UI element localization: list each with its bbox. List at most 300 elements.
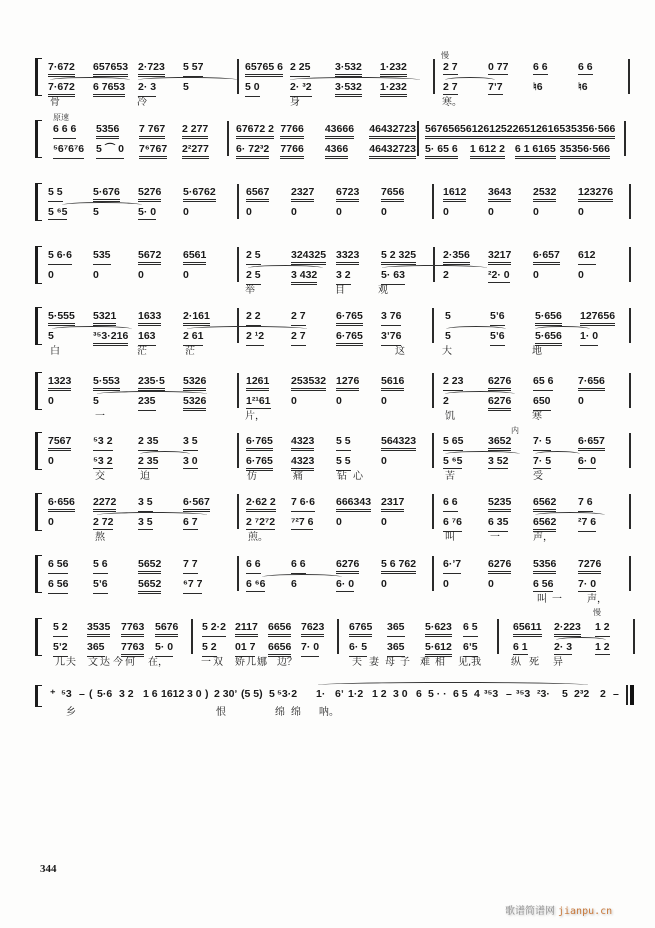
note-group: 0 bbox=[488, 578, 494, 590]
lyric: 煎。 bbox=[248, 532, 268, 543]
measure-upper bbox=[246, 436, 426, 449]
note-group: 5356 bbox=[533, 559, 556, 574]
final-bar-thick bbox=[630, 685, 634, 705]
note-group: 12612522 bbox=[472, 124, 519, 139]
note-group: 5326 bbox=[183, 376, 206, 391]
measure-upper bbox=[246, 311, 426, 324]
note-group: 5ʼ6 bbox=[490, 331, 505, 346]
note-group: 6 35 bbox=[488, 517, 508, 532]
note-group: 3 5 bbox=[138, 516, 153, 528]
lyric: 一 bbox=[552, 594, 562, 605]
lyric: 母 bbox=[385, 657, 395, 668]
lyric: 绵 bbox=[275, 707, 285, 718]
note-group: 6· 72³2 bbox=[236, 144, 269, 159]
note-group: 5 2 bbox=[53, 622, 68, 637]
note-group: 4323 bbox=[291, 436, 314, 451]
lyric: 恨 bbox=[216, 707, 226, 718]
note-group: 6 6 bbox=[246, 559, 261, 574]
measure-upper bbox=[443, 62, 623, 75]
note-group: 6 ⁶6 bbox=[246, 578, 266, 590]
lyric: 声， bbox=[533, 532, 553, 543]
note-group: 365 bbox=[387, 622, 405, 637]
note-group: 0 bbox=[381, 578, 387, 590]
score-system-11 bbox=[0, 689, 655, 739]
measure-lower bbox=[236, 144, 416, 157]
note-group: 4366 bbox=[325, 144, 348, 159]
note-group: 163 bbox=[138, 331, 156, 346]
note-group: ²2· 0 bbox=[488, 269, 510, 281]
note-group: 6 ⁷6 bbox=[443, 517, 462, 532]
note-group: 2 bbox=[443, 395, 449, 407]
measure-upper bbox=[246, 187, 426, 200]
note-group: 2317 bbox=[381, 497, 404, 512]
measure-upper bbox=[48, 436, 228, 449]
note-group: 5276 bbox=[138, 187, 161, 202]
note-group: 7567 bbox=[48, 436, 71, 451]
lyric: 举 bbox=[245, 285, 255, 296]
note-group: 0 bbox=[246, 206, 252, 218]
measure-upper bbox=[443, 497, 623, 510]
note-group: 5ʼ6 bbox=[93, 579, 108, 594]
system-bracket bbox=[35, 58, 42, 96]
bar-line bbox=[432, 556, 434, 591]
note-group: 65 6 bbox=[533, 376, 553, 391]
note-group: 7656 bbox=[381, 187, 404, 202]
note-group: 1·232 bbox=[380, 62, 407, 77]
note-group: 3·532 bbox=[335, 82, 362, 97]
note-token: ⁺ bbox=[50, 688, 56, 700]
note-group: 5 5 bbox=[48, 187, 63, 202]
lyric: 叫 bbox=[445, 532, 455, 543]
measure-lower bbox=[443, 396, 623, 409]
note-token: ³⁵3 bbox=[516, 688, 531, 700]
measure-upper bbox=[245, 62, 425, 75]
note-group: 5ʼ6 bbox=[490, 311, 505, 326]
measure-upper bbox=[48, 497, 228, 510]
end-bar-line bbox=[629, 308, 631, 343]
bar-line bbox=[237, 184, 239, 219]
note-group: 0 bbox=[336, 206, 342, 218]
note-group: ♮6 bbox=[533, 81, 543, 93]
note-group: 5356 bbox=[96, 124, 119, 139]
note-group: 5 2 325 bbox=[381, 250, 416, 265]
note-token: 4 bbox=[474, 688, 480, 700]
measure-upper bbox=[246, 250, 426, 263]
note-group: 6 1 bbox=[513, 641, 528, 653]
note-group: 3217 bbox=[488, 250, 511, 265]
note-group: 2 23 bbox=[443, 376, 463, 391]
note-group: 6 6 bbox=[443, 497, 458, 512]
note-group: 7· 5 bbox=[533, 436, 551, 451]
note-group: 6· 0 bbox=[336, 578, 355, 590]
note-group: 56765656 bbox=[425, 124, 472, 139]
note-group: 1633 bbox=[138, 311, 161, 326]
bar-line bbox=[417, 121, 419, 156]
note-group: 0 bbox=[291, 206, 297, 218]
lyric: 乡 bbox=[66, 707, 76, 718]
note-group: 2117 bbox=[235, 622, 258, 637]
note-token: 5 bbox=[269, 688, 275, 700]
note-group: 2 61 bbox=[183, 331, 203, 346]
watermark-domain: jianpu.cn bbox=[558, 906, 613, 917]
tempo-mark: 慢 bbox=[441, 51, 449, 60]
lyric: 死 bbox=[529, 657, 539, 668]
note-token: 3 0 bbox=[393, 688, 408, 700]
note-group: 0 bbox=[578, 395, 584, 407]
score-system-7 bbox=[0, 426, 655, 486]
tempo-mark: 原速 bbox=[53, 113, 69, 122]
lyric: 观 bbox=[378, 285, 388, 296]
measure-lower bbox=[443, 207, 623, 220]
measure-lower bbox=[246, 331, 426, 344]
measure-upper bbox=[443, 436, 623, 449]
note-group: 6276 bbox=[336, 559, 359, 574]
note-group: 2 7 bbox=[291, 331, 306, 346]
note-group: 3323 bbox=[336, 250, 359, 265]
measure-lower bbox=[445, 331, 625, 344]
note-group: 3 5 bbox=[183, 436, 198, 451]
note-group: 0 bbox=[381, 455, 387, 467]
note-group: 6561 bbox=[183, 250, 206, 265]
note-group: 7623 bbox=[301, 622, 324, 637]
lyric: 儿 bbox=[55, 657, 65, 668]
note-group: ⁵3 2 bbox=[93, 436, 113, 451]
note-group: 3 2 bbox=[336, 270, 351, 285]
measure-lower bbox=[246, 396, 426, 409]
note-group: 2·723 bbox=[138, 62, 165, 77]
measure-lower bbox=[48, 456, 228, 469]
end-bar-line bbox=[629, 494, 631, 529]
lyric: 冷 bbox=[137, 97, 147, 108]
lyric: 在， bbox=[148, 657, 168, 668]
note-token: – bbox=[506, 688, 512, 700]
note-group: 6276 bbox=[488, 376, 511, 391]
note-group: 3ʼ76 bbox=[381, 331, 401, 346]
note-group: 7·672 bbox=[48, 62, 75, 77]
measure-lower bbox=[443, 82, 623, 95]
note-group: 0 bbox=[183, 206, 189, 218]
note-group: ⁶7 7 bbox=[183, 579, 202, 594]
note-group: 612 bbox=[578, 250, 596, 265]
lyric: 骨 bbox=[50, 97, 60, 108]
note-group: 46432723 bbox=[369, 124, 416, 139]
note-token: 3 2 bbox=[119, 688, 134, 700]
measure-lower bbox=[246, 517, 426, 530]
note-group: 1· 0 bbox=[580, 331, 598, 346]
note-token: 1612 bbox=[161, 688, 185, 700]
score-system-6 bbox=[0, 376, 655, 426]
note-group: 5· 65 6 bbox=[425, 144, 458, 159]
note-token: 2 30ʼ bbox=[214, 688, 238, 700]
lyric: 何 bbox=[125, 657, 135, 668]
lyric: 妻 bbox=[369, 657, 379, 668]
note-group: 365 bbox=[87, 642, 105, 657]
measure-lower bbox=[48, 82, 228, 95]
measure-upper bbox=[443, 250, 623, 263]
score-system-10 bbox=[0, 608, 655, 672]
note-token: (5 5) bbox=[241, 688, 263, 700]
lyric: 难 bbox=[420, 657, 430, 668]
note-group: 6562 bbox=[533, 517, 556, 532]
system-bracket bbox=[35, 685, 42, 707]
note-group: 2 2 bbox=[246, 311, 261, 326]
note-group: 5 2·2 bbox=[202, 622, 226, 637]
bar-line bbox=[432, 308, 434, 343]
note-group: 0 bbox=[578, 269, 584, 281]
note-group: 5652 bbox=[138, 579, 161, 594]
measure-upper bbox=[202, 622, 334, 635]
note-group: 1261 bbox=[246, 376, 269, 391]
note-group: 5616 bbox=[381, 376, 404, 391]
note-group: 5 ⁶5 bbox=[48, 206, 68, 218]
note-group: 666343 bbox=[336, 497, 371, 512]
score-system-4 bbox=[0, 250, 655, 300]
lyric: 心 bbox=[353, 471, 363, 482]
bar-line bbox=[433, 59, 435, 94]
score-system-5 bbox=[0, 311, 655, 361]
note-group: 0 bbox=[443, 578, 449, 590]
lyric: 今 bbox=[113, 657, 123, 668]
lyric: 叫 bbox=[537, 594, 547, 605]
note-group: 7ʼ7 bbox=[488, 81, 503, 93]
system-bracket bbox=[35, 307, 42, 345]
note-group: 3652 bbox=[488, 436, 511, 451]
bar-line bbox=[432, 184, 434, 219]
lyric: 夫 bbox=[352, 657, 362, 668]
lyric: 目 bbox=[335, 285, 345, 296]
note-group: 5· 0 bbox=[155, 642, 173, 657]
note-group: 7763 bbox=[121, 622, 144, 637]
system-bracket bbox=[35, 618, 42, 656]
note-group: ²7 6 bbox=[578, 517, 596, 532]
measure-upper bbox=[48, 559, 228, 572]
note-group: 365 bbox=[387, 642, 405, 657]
note-group: 6 6 6 bbox=[53, 124, 76, 139]
note-group: 7· 0 bbox=[301, 642, 319, 657]
measure-lower bbox=[48, 207, 228, 220]
lyric: 茫 bbox=[185, 346, 195, 357]
watermark-site-name: 歌谱简谱网 bbox=[505, 906, 555, 917]
slur bbox=[318, 682, 588, 688]
lyric: 夫 bbox=[66, 657, 76, 668]
note-token: 1· bbox=[316, 688, 326, 700]
measure-upper bbox=[443, 376, 623, 389]
measure-upper bbox=[443, 559, 623, 572]
note-group: 6765 bbox=[349, 622, 372, 637]
bar-line bbox=[191, 619, 193, 654]
note-group: 3 5 bbox=[138, 497, 153, 512]
note-group: 5· 63 bbox=[381, 270, 405, 285]
measure-lower bbox=[246, 270, 426, 283]
note-group: 5·656 bbox=[535, 311, 562, 326]
note-group: 35356·566 bbox=[560, 144, 610, 159]
note-group: 5 bbox=[93, 206, 99, 218]
lyric: 绵 bbox=[291, 707, 301, 718]
note-token: 5·6 bbox=[97, 688, 113, 700]
measure-upper bbox=[246, 376, 426, 389]
note-group: 3 432 bbox=[291, 270, 317, 285]
note-group: 2 35 bbox=[138, 455, 159, 467]
note-token: ²3· bbox=[537, 688, 550, 700]
score-system-1 bbox=[0, 51, 655, 112]
note-group: 2 bbox=[443, 269, 449, 281]
note-group: 5·676 bbox=[93, 187, 120, 202]
note-group: 1²¹61 bbox=[246, 395, 271, 407]
note-group: 235 bbox=[138, 396, 156, 411]
measure-upper bbox=[53, 124, 225, 137]
measure-lower bbox=[246, 207, 426, 220]
note-group: 5 ⁶5 bbox=[443, 455, 463, 467]
note-group: 5 6 762 bbox=[381, 559, 416, 574]
note-group: 2 72 bbox=[93, 516, 114, 528]
note-group: 7766 bbox=[280, 124, 303, 139]
measure-upper bbox=[48, 250, 228, 263]
page-number: 344 bbox=[40, 863, 57, 875]
note-group: 5321 bbox=[93, 311, 116, 326]
note-group: 2· ³2 bbox=[290, 82, 312, 97]
end-bar-line bbox=[629, 373, 631, 408]
note-group: 7·672 bbox=[48, 82, 75, 97]
performance-mark: 内 bbox=[511, 426, 519, 435]
note-group: 2 35 bbox=[138, 436, 158, 451]
measure-lower bbox=[443, 579, 623, 592]
note-group: 6 7 bbox=[183, 516, 198, 528]
note-group: 0 bbox=[93, 269, 99, 281]
measure-upper bbox=[53, 622, 189, 635]
note-group: 35356·566 bbox=[565, 124, 615, 139]
note-group: 1612 bbox=[443, 187, 466, 202]
system-bracket bbox=[35, 555, 42, 593]
note-token: ⁵3 bbox=[61, 688, 72, 700]
note-group: 6 56 bbox=[48, 579, 68, 594]
note-group: 6567 bbox=[246, 187, 269, 202]
note-group: 6656 bbox=[268, 622, 291, 637]
note-group: 6·657 bbox=[533, 250, 560, 265]
note-group: 2532 bbox=[533, 187, 556, 202]
note-group: ⁵3 2 bbox=[93, 455, 113, 467]
note-group: 2· 3 bbox=[138, 82, 156, 97]
note-group: 564323 bbox=[381, 436, 416, 451]
note-group: 5· 0 bbox=[138, 206, 157, 218]
measure-upper bbox=[513, 622, 636, 635]
tempo-mark: 慢 bbox=[593, 608, 601, 617]
note-token: 1·2 bbox=[348, 688, 364, 700]
lyric: 交 bbox=[95, 471, 105, 482]
measure-upper bbox=[246, 559, 426, 572]
note-group: 65611 bbox=[513, 622, 542, 637]
note-group: 3·532 bbox=[335, 62, 362, 77]
note-group: 0 bbox=[291, 395, 297, 407]
note-group: 6276 bbox=[488, 396, 511, 411]
note-group: 0 bbox=[48, 395, 54, 407]
note-group: 5·612 bbox=[425, 642, 452, 657]
note-group: 0 bbox=[443, 206, 449, 218]
lyric: 片， bbox=[245, 411, 265, 422]
note-group: 7·656 bbox=[578, 376, 605, 391]
note-group: 2 277 bbox=[182, 124, 208, 139]
lyric: 达 bbox=[100, 657, 110, 668]
lyric: 子 bbox=[400, 657, 410, 668]
note-group: 650 bbox=[533, 396, 551, 411]
note-group: 5·6762 bbox=[183, 187, 216, 202]
note-group: 5ʼ2 bbox=[53, 642, 68, 657]
bar-line bbox=[432, 373, 434, 408]
note-group: 5·555 bbox=[48, 311, 75, 326]
note-token: ³⁵3 bbox=[484, 688, 499, 700]
note-group: 6·656 bbox=[48, 497, 75, 512]
note-token: ) bbox=[205, 688, 209, 700]
note-group: 2 ¹2 bbox=[246, 331, 264, 346]
note-group: 2 5 bbox=[246, 270, 261, 285]
note-group: 5 bbox=[445, 310, 451, 322]
measure-upper bbox=[48, 376, 228, 389]
note-group: 6 6 bbox=[533, 61, 548, 73]
note-token: 2³2 bbox=[574, 688, 590, 700]
end-bar-line bbox=[628, 59, 630, 94]
note-token: 6 5 bbox=[453, 688, 468, 700]
lyric: 一 bbox=[95, 411, 105, 422]
note-group: 3643 bbox=[488, 187, 511, 202]
lyric: 一 bbox=[201, 657, 211, 668]
note-group: 5 bbox=[93, 395, 99, 407]
measure-lower bbox=[443, 270, 623, 283]
note-group: 0 bbox=[488, 206, 494, 218]
system-bracket bbox=[35, 246, 42, 284]
note-token: 1 6 bbox=[143, 688, 158, 700]
note-group: 7276 bbox=[578, 559, 601, 574]
bar-line bbox=[237, 556, 239, 591]
note-group: 5 6 bbox=[93, 559, 108, 574]
note-group: 2 7 bbox=[291, 311, 306, 326]
note-group: 0 bbox=[336, 395, 342, 407]
measure-upper bbox=[48, 311, 228, 324]
note-group: 2 7 bbox=[443, 81, 458, 93]
lyric: 声， bbox=[587, 594, 607, 605]
note-group: 2327 bbox=[291, 187, 314, 202]
note-group: 2·356 bbox=[443, 250, 470, 265]
note-token: – bbox=[613, 688, 619, 700]
end-bar-line bbox=[629, 433, 631, 468]
note-group: 2· 3 bbox=[554, 641, 573, 653]
note-group: 3 52 bbox=[488, 455, 509, 467]
note-group: 2·62 2 bbox=[246, 497, 276, 512]
note-group: 46432723 bbox=[369, 144, 416, 159]
note-group: 5 bbox=[445, 330, 451, 342]
note-group: 0 77 bbox=[488, 61, 509, 73]
note-group: 6 56 bbox=[533, 578, 554, 590]
lyric: 纵 bbox=[511, 657, 521, 668]
note-group: 5 65 bbox=[443, 436, 463, 451]
lyric: 饥 bbox=[445, 411, 455, 422]
note-group: 6·765 bbox=[336, 331, 363, 346]
note-group: 6·765 bbox=[246, 456, 273, 471]
lyric: 边？ bbox=[277, 657, 297, 668]
note-group: 2 7 bbox=[443, 61, 458, 73]
measure-upper bbox=[246, 497, 426, 510]
score-system-2 bbox=[0, 113, 655, 174]
measure-lower bbox=[48, 579, 228, 592]
note-group: 7· 5 bbox=[533, 455, 552, 467]
lyric: 一 bbox=[490, 532, 500, 543]
measure-lower bbox=[349, 642, 501, 655]
note-group: 6 7653 bbox=[93, 82, 125, 97]
note-group: 6562 bbox=[533, 497, 556, 512]
note-group: 2 25 bbox=[290, 62, 310, 77]
lyric: 娇 bbox=[235, 657, 245, 668]
note-group: 4323 bbox=[291, 456, 314, 471]
measure-lower bbox=[246, 579, 426, 592]
lyric: 大 bbox=[442, 346, 452, 357]
